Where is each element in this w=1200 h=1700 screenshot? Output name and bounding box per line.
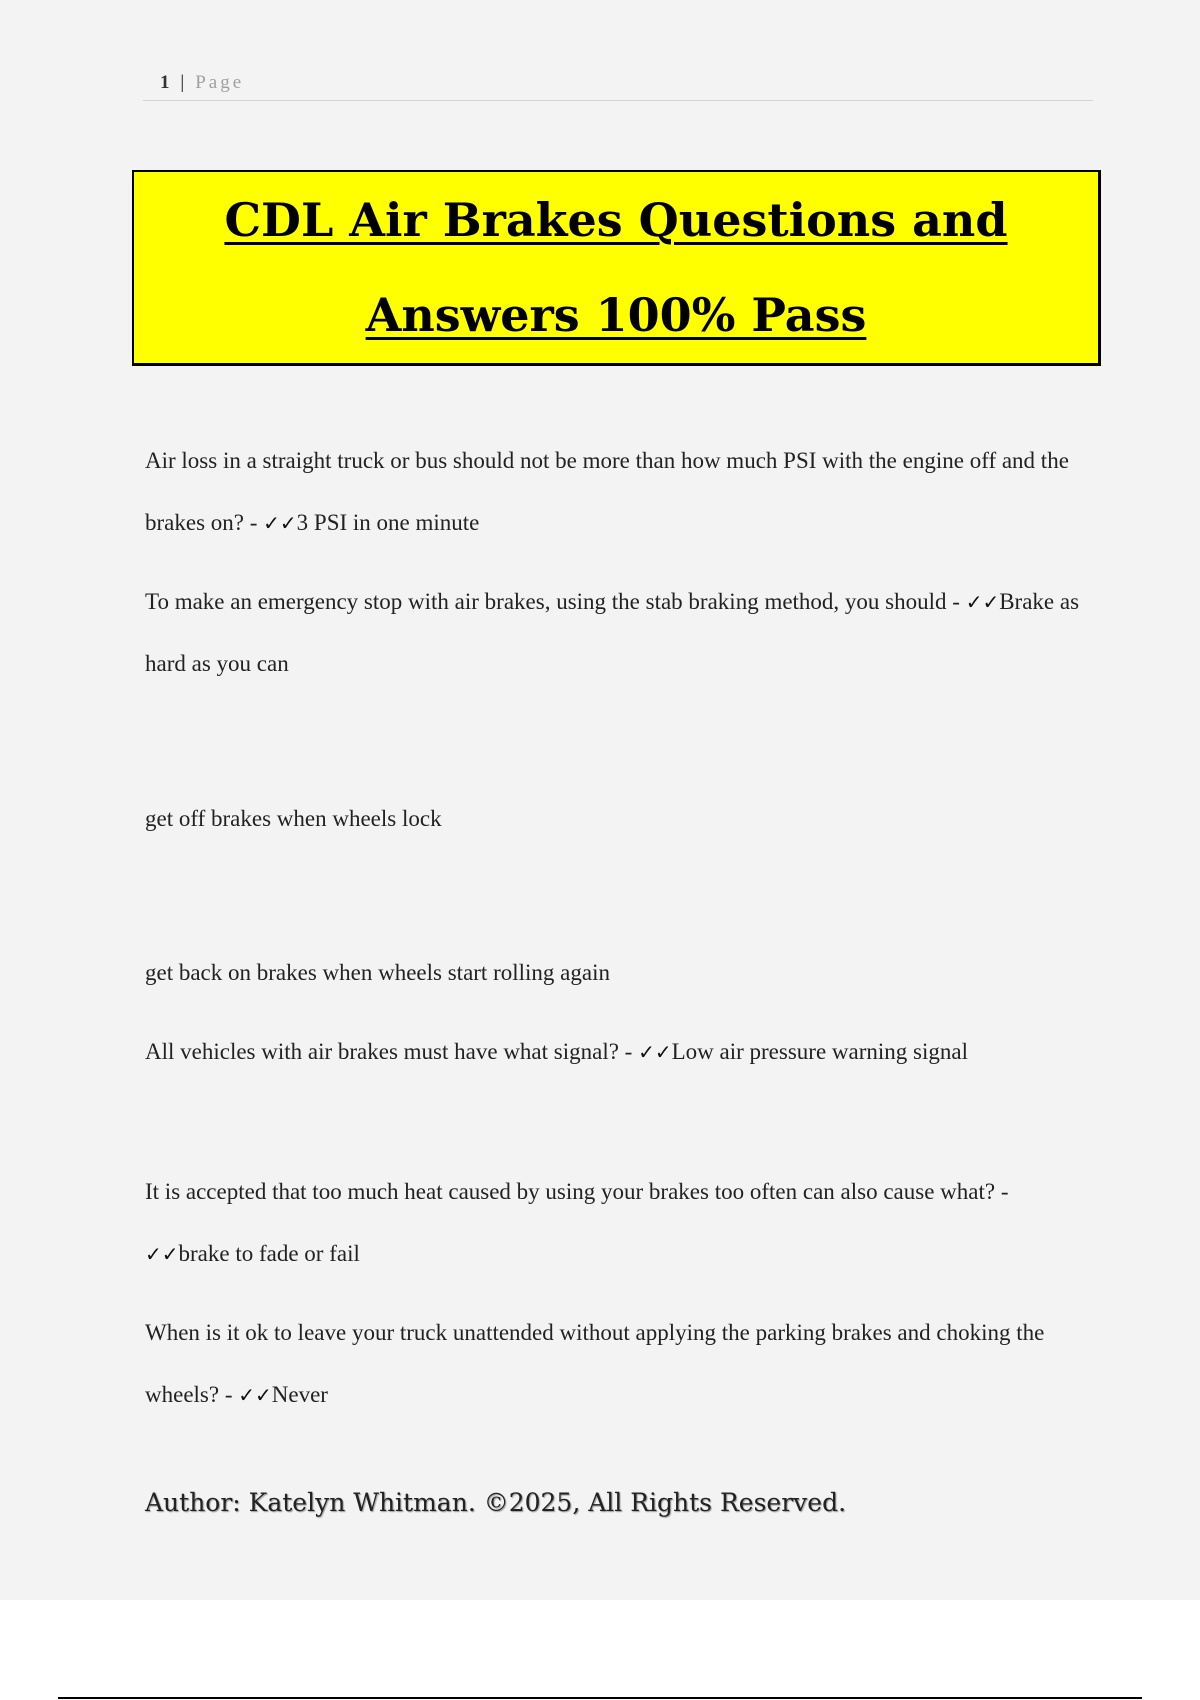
answer-text: Brake as hard as you can	[145, 589, 1080, 676]
page-header	[143, 60, 1093, 101]
question-text: Air loss in a straight truck or bus should not be more than how much PSI with the engine off and the brakes on? -	[145, 448, 1069, 535]
qa-item-4	[145, 1161, 1095, 1285]
author-line: Author: Katelyn Whitman. ©2025, All Rights Reserved.	[145, 1488, 847, 1517]
text-line-2	[145, 942, 1095, 1004]
title-box	[132, 170, 1101, 366]
answer-text: Low air pressure warning signal	[671, 1039, 968, 1064]
page-number: 1 | Page	[160, 72, 245, 93]
question-text: It is accepted that too much heat caused by using your brakes too often can also cause what? -	[145, 1179, 1009, 1204]
qa-item-1	[145, 430, 1095, 554]
bottom-divider	[58, 1697, 1142, 1699]
answer-text: 3 PSI in one minute	[296, 510, 480, 535]
question-text: When is it ok to leave your truck unattended without applying the parking brakes and choking the wheels? -	[145, 1320, 1045, 1407]
title-line-2: Answers 100% Pass	[365, 287, 867, 342]
body-text: get off brakes when wheels lock	[145, 806, 442, 831]
question-text: To make an emergency stop with air brakes, using the stab braking method, you should -	[145, 589, 966, 614]
text-line-1	[145, 788, 1095, 850]
check-icon: ✓✓	[145, 1242, 179, 1266]
qa-item-2	[145, 571, 1095, 695]
qa-item-3	[145, 1021, 1095, 1083]
check-icon: ✓✓	[263, 511, 297, 535]
answer-text: brake to fade or fail	[178, 1241, 360, 1266]
qa-item-5	[145, 1302, 1095, 1426]
check-icon: ✓✓	[238, 1383, 272, 1407]
answer-text: Never	[271, 1382, 328, 1407]
body-text: get back on brakes when wheels start rolling again	[145, 960, 610, 985]
check-icon: ✓✓	[638, 1040, 672, 1064]
check-icon: ✓✓	[965, 590, 1000, 614]
question-text: All vehicles with air brakes must have what signal? -	[145, 1039, 639, 1064]
title-line-1: CDL Air Brakes Questions and	[224, 192, 1008, 247]
